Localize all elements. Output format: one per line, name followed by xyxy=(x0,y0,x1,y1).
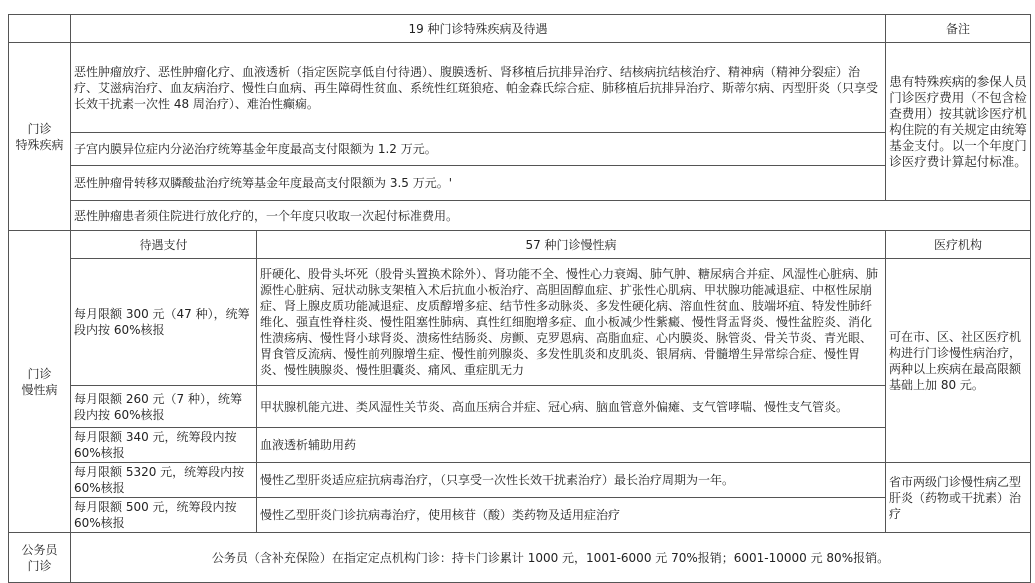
special-row: 恶性肿瘤骨转移双膦酸盐治疗统筹基金年度最高支付限额为 3.5 万元。' xyxy=(71,166,886,201)
payment-cell: 每月限额 300 元（47 种），统筹段内按 60%核报 xyxy=(71,259,257,386)
special-header: 19 种门诊特殊疾病及待遇 xyxy=(71,15,886,43)
blank-corner xyxy=(9,15,71,43)
special-row: 恶性肿瘤放疗、恶性肿瘤化疗、血液透析（指定医院享低自付待遇）、腹膜透析、肾移植后抗排异治疗、结核病抗结核治疗、精神病（精神分裂症）治疗、艾滋病治疗、血友病治疗、慢性白血病、再生障碍性贫血、系统性红斑狼疮、帕金森氏综合症、肺移植后抗排异治疗、斯蒂尔病、丙型肝炎（只享受长效干扰素一次性 48 周治疗）、难治性癫痫。 xyxy=(71,43,886,133)
civil-text: 公务员（含补充保险）在指定定点机构门诊：持卡门诊累计 1000 元，1001-6000 元 70%报销；6001-10000 元 80%报销。 xyxy=(71,533,1031,583)
payment-cell: 每月限额 260 元（7 种），统筹段内按 60%核报 xyxy=(71,386,257,428)
institution-header: 医疗机构 xyxy=(886,231,1031,259)
payment-cell: 每月限额 340 元，统筹段内按 60%核报 xyxy=(71,428,257,463)
diseases-cell: 肝硬化、股骨头坏死（股骨头置换术除外）、肾功能不全、慢性心力衰竭、肺气肿、糖尿病合并症、风湿性心脏病、肺源性心脏病、冠状动脉支架植入术后抗血小板治疗、高胆固醇血症、扩张性心肌病、甲状腺功能减退症、中枢性尿崩症、肾上腺皮质功能减退症、皮质醇增多症、结节性多动脉炎、多发性硬化病、溶血性贫血、肢端坏疽、特发性肺纤维化、强直性脊柱炎、慢性阻塞性肺病、真性红细胞增多症、血小板减少性紫癜、慢性肾盂肾炎、慢性盆腔炎、消化性溃疡病、慢性肾小球肾炎、溃疡性结肠炎、房颤、克罗恩病、高脂血症、心内膜炎、脉管炎、骨关节炎、青光眼、胃食管反流病、慢性前列腺增生症、慢性前列腺炎、多发性肌炎和皮肌炎、银屑病、骨髓增生异常综合症、慢性胃炎、慢性胰腺炎、慢性胆囊炎、痛风、重症肌无力 xyxy=(257,259,886,386)
payment-cell: 每月限额 500 元，统筹段内按 60%核报 xyxy=(71,498,257,533)
payment-cell: 每月限额 5320 元，统筹段内按 60%核报 xyxy=(71,463,257,498)
special-category: 门诊 特殊疾病 xyxy=(9,43,71,231)
special-row: 子宫内膜异位症内分泌治疗统筹基金年度最高支付限额为 1.2 万元。 xyxy=(71,133,886,166)
diseases-cell: 慢性乙型肝炎门诊抗病毒治疗，使用核苷（酸）类药物及适用症治疗 xyxy=(257,498,886,533)
medical-insurance-table xyxy=(8,14,1031,583)
diseases-cell: 慢性乙型肝炎适应症抗病毒治疗，（只享受一次性长效干扰素治疗）最长治疗周期为一年。 xyxy=(257,463,886,498)
remark-header: 备注 xyxy=(886,15,1031,43)
diseases-cell: 血液透析辅助用药 xyxy=(257,428,886,463)
chronic-category: 门诊 慢性病 xyxy=(9,231,71,533)
diseases-cell: 甲状腺机能亢进、类风湿性关节炎、高血压病合并症、冠心病、脑血管意外偏瘫、支气管哮喘、慢性支气管炎。 xyxy=(257,386,886,428)
institution-cell: 可在市、区、社区医疗机构进行门诊慢性病治疗，两种以上疾病在最高限额基础上加 80 元。 xyxy=(886,259,1031,463)
special-remark: 患有特殊疾病的参保人员门诊医疗费用（不包含检查费用）按其就诊医疗机构住院的有关规定由统筹基金支付。以一个年度门诊医疗费计算起付标准。 xyxy=(886,43,1031,201)
special-row: 恶性肿瘤患者须住院进行放化疗的，一个年度只收取一次起付标准费用。 xyxy=(71,201,1031,231)
diseases-header: 57 种门诊慢性病 xyxy=(257,231,886,259)
civil-category: 公务员 门诊 xyxy=(9,533,71,583)
institution-cell: 省市两级门诊慢性病乙型肝炎（药物或干扰素）治疗 xyxy=(886,463,1031,533)
payment-header: 待遇支付 xyxy=(71,231,257,259)
